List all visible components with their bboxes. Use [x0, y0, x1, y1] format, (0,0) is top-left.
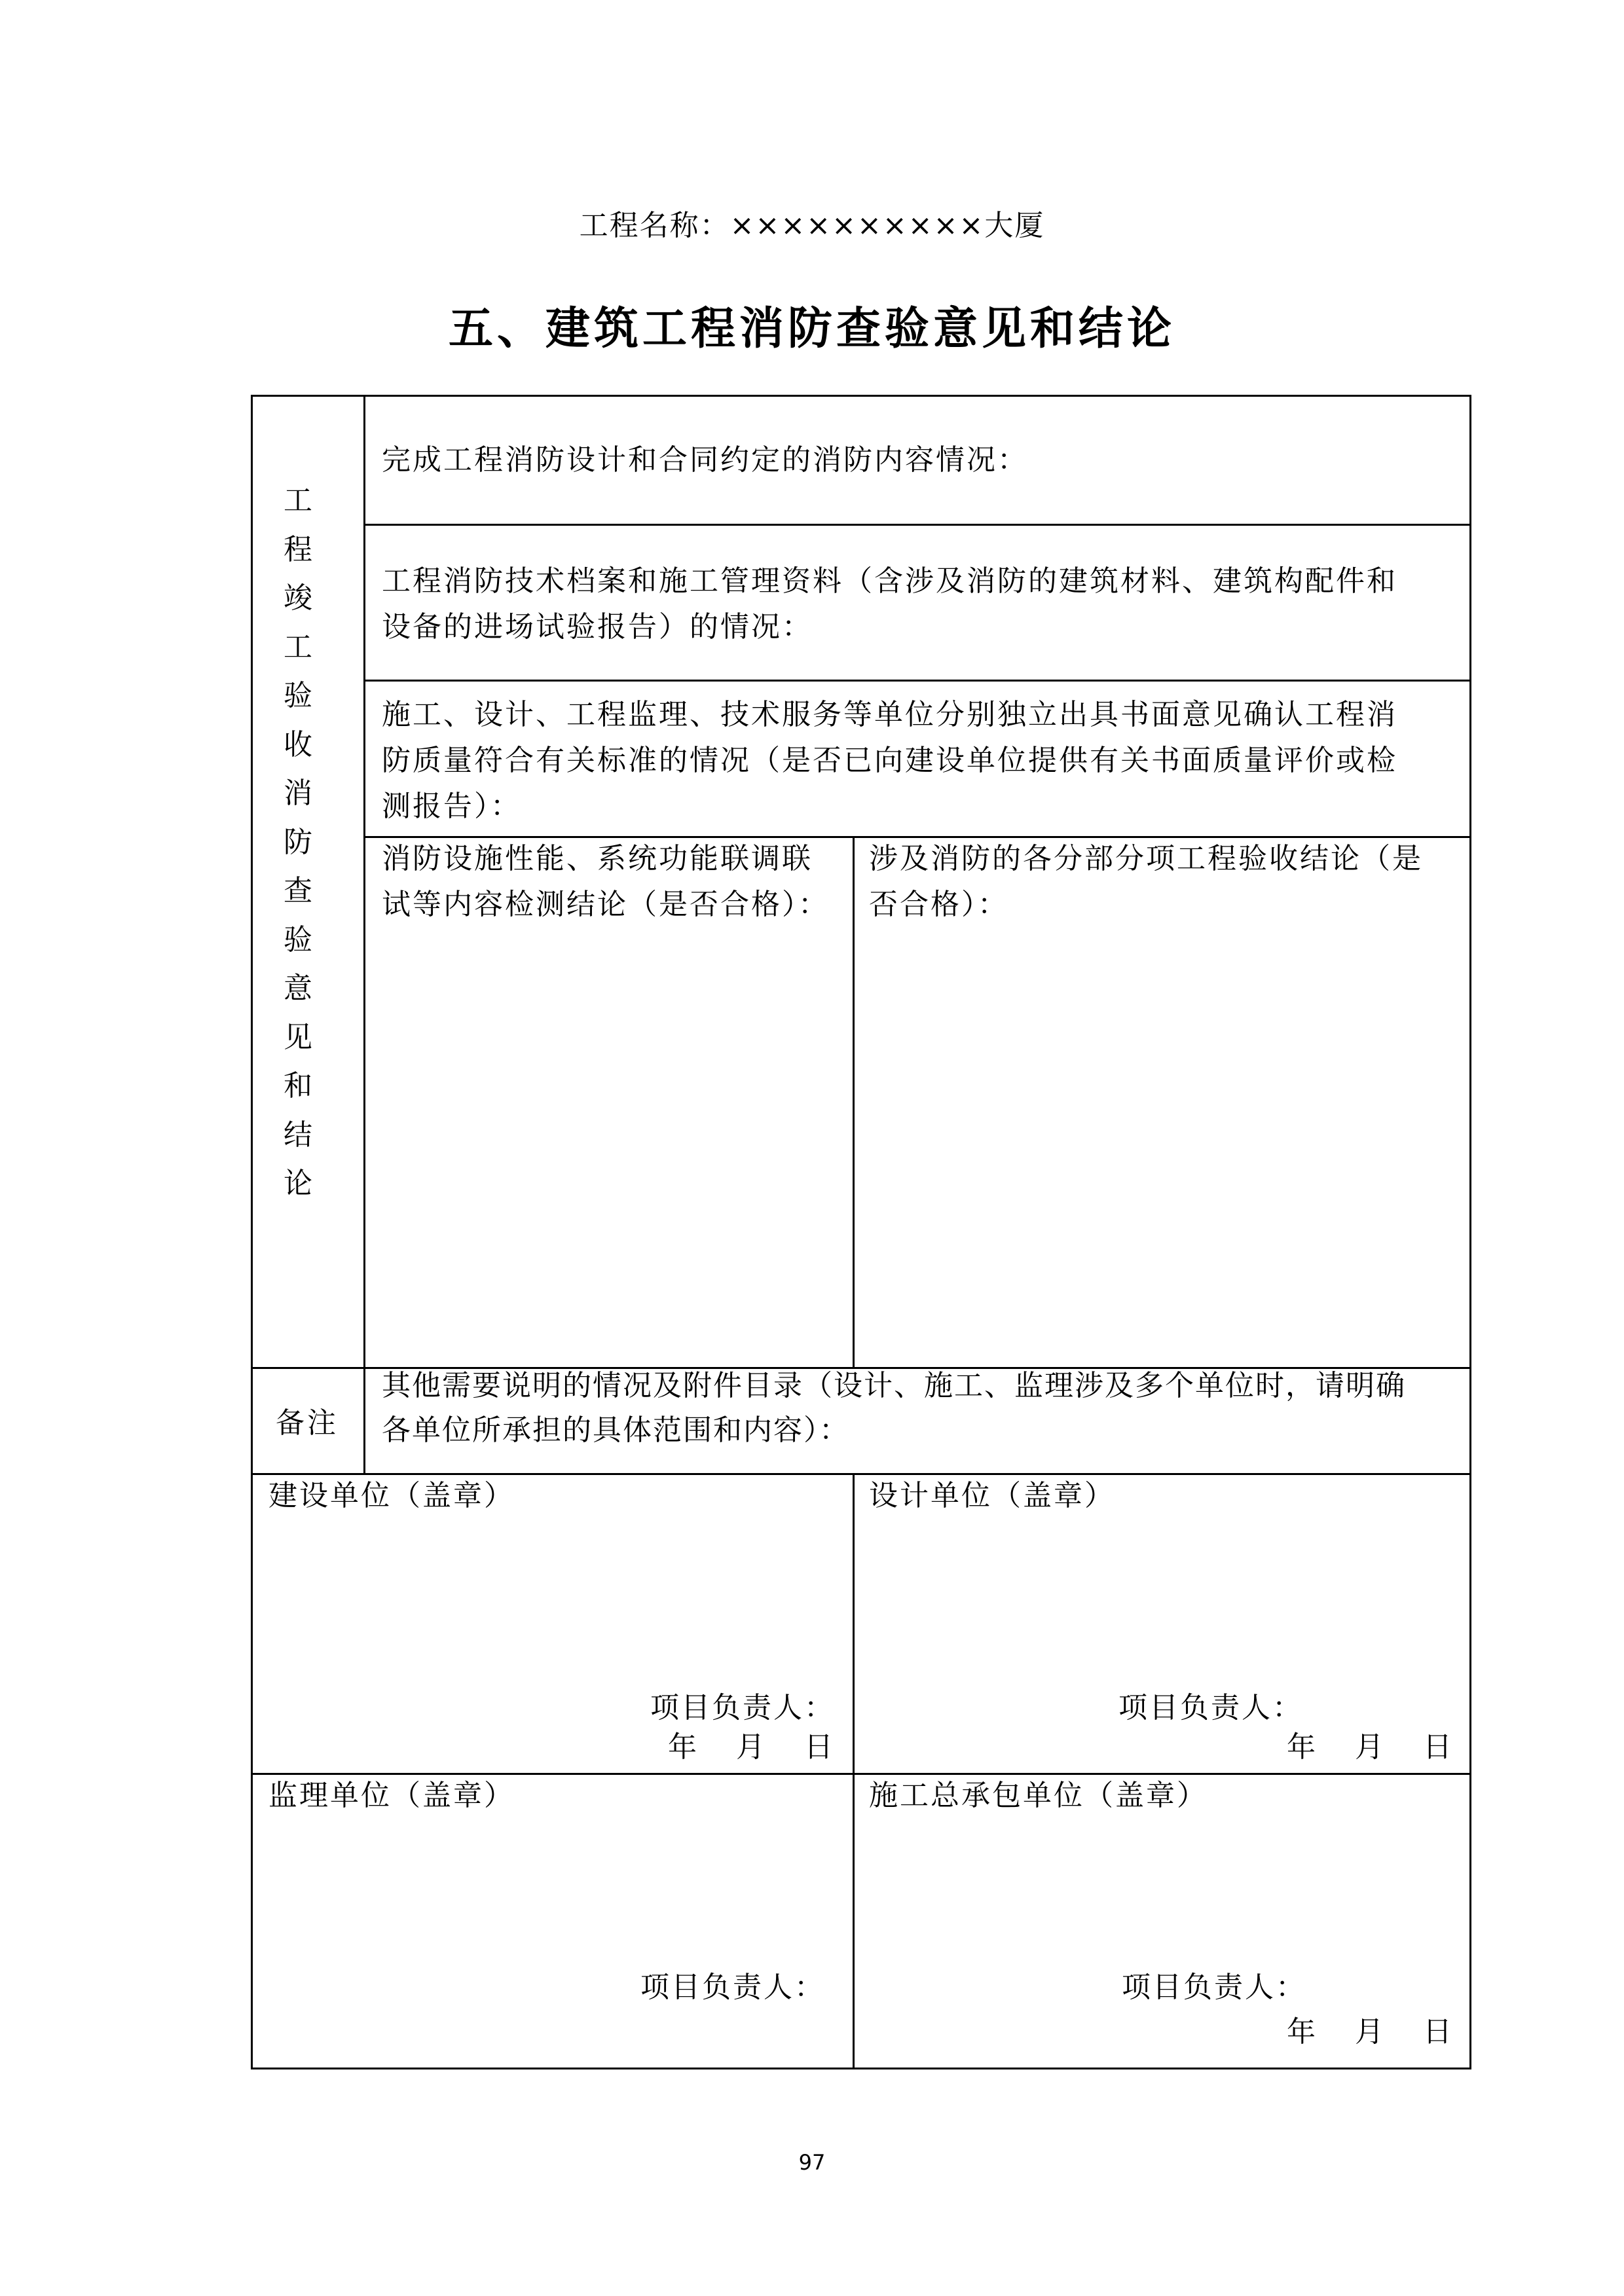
unit-opinions-field[interactable]	[382, 692, 1397, 829]
system-test-conclusion-label-line2: 试等内容检测结论（是否合格）：	[382, 888, 829, 921]
vertical-label-char: 程	[284, 532, 312, 566]
construction-unit-date: 年 月 日	[668, 1730, 838, 1764]
vertical-label-char: 工	[284, 484, 312, 517]
system-test-conclusion-field[interactable]	[382, 836, 829, 928]
row-divider-1	[363, 524, 1471, 526]
page-number: 97	[798, 2150, 826, 2175]
technical-archive-field[interactable]	[382, 558, 1397, 650]
design-contract-content-label: 完成工程消防设计和合同约定的消防内容情况：	[382, 443, 1028, 477]
design-contract-content-field[interactable]	[382, 437, 1028, 483]
row-divider-2	[363, 680, 1471, 682]
vertical-label-char: 查	[284, 874, 312, 907]
vertical-label-char: 见	[284, 1020, 312, 1054]
unit-opinions-label-line1: 施工、设计、工程监理、技术服务等单位分别独立出具书面意见确认工程消	[382, 698, 1397, 731]
vertical-label-char: 防	[284, 825, 312, 859]
unit-opinions-label-line3: 测报告）：	[382, 790, 521, 823]
label-column-divider	[363, 395, 365, 1473]
general-contractor-manager-label: 项目负责人：	[1122, 1971, 1306, 2004]
general-contractor-stamp-title: 施工总承包单位（盖章）	[869, 1779, 1208, 1812]
vertical-label-char: 论	[284, 1167, 312, 1200]
vertical-label-char: 意	[284, 972, 312, 1005]
general-contractor-date: 年 月 日	[1287, 2015, 1457, 2049]
vertical-label-char: 收	[284, 727, 312, 761]
vertical-label-char: 竣	[284, 581, 312, 615]
row4-column-divider	[853, 836, 855, 1367]
remarks-label: 备注	[276, 1406, 339, 1440]
construction-unit-stamp-title: 建设单位（盖章）	[268, 1479, 515, 1512]
project-name: 工程名称：××××××××××大厦	[579, 209, 1045, 242]
supervision-unit-stamp-title: 监理单位（盖章）	[268, 1779, 515, 1812]
vertical-label-char: 验	[284, 922, 312, 957]
sub-project-conclusion-label-line1: 涉及消防的各分部分项工程验收结论（是	[869, 842, 1423, 875]
section-title: 五、建筑工程消防查验意见和结论	[448, 303, 1175, 355]
remarks-text-line2: 各单位所承担的具体范围和内容）：	[382, 1413, 849, 1447]
system-test-conclusion-label-line1: 消防设施性能、系统功能联调联	[382, 842, 813, 875]
vertical-label-char: 和	[284, 1069, 312, 1102]
unit-opinions-label-line2: 防质量符合有关标准的情况（是否已向建设单位提供有关书面质量评价或检	[382, 744, 1397, 777]
inspection-vertical-label	[272, 477, 324, 1209]
vertical-label-char: 结	[284, 1118, 312, 1152]
technical-archive-label-line1: 工程消防技术档案和施工管理资料（含涉及消防的建筑材料、建筑构配件和	[382, 564, 1397, 598]
vertical-label-char: 消	[284, 776, 312, 810]
construction-unit-manager-label: 项目负责人：	[650, 1691, 835, 1724]
design-unit-stamp-title: 设计单位（盖章）	[869, 1479, 1115, 1512]
sub-project-conclusion-field[interactable]	[869, 836, 1423, 928]
technical-archive-label-line2: 设备的进场试验报告）的情况：	[382, 610, 813, 644]
supervision-unit-manager-label: 项目负责人：	[640, 1971, 825, 2004]
remarks-text-line1: 其他需要说明的情况及附件目录（设计、施工、监理涉及多个单位时，请明确	[382, 1369, 1406, 1402]
design-unit-date: 年 月 日	[1287, 1730, 1457, 1764]
signature-column-divider	[853, 1473, 855, 2069]
vertical-label-char: 工	[284, 630, 312, 664]
remarks-field[interactable]	[382, 1364, 1406, 1453]
sub-project-conclusion-label-line2: 否合格）：	[869, 888, 1008, 921]
vertical-label-char: 验	[284, 679, 312, 712]
design-unit-manager-label: 项目负责人：	[1118, 1691, 1303, 1724]
